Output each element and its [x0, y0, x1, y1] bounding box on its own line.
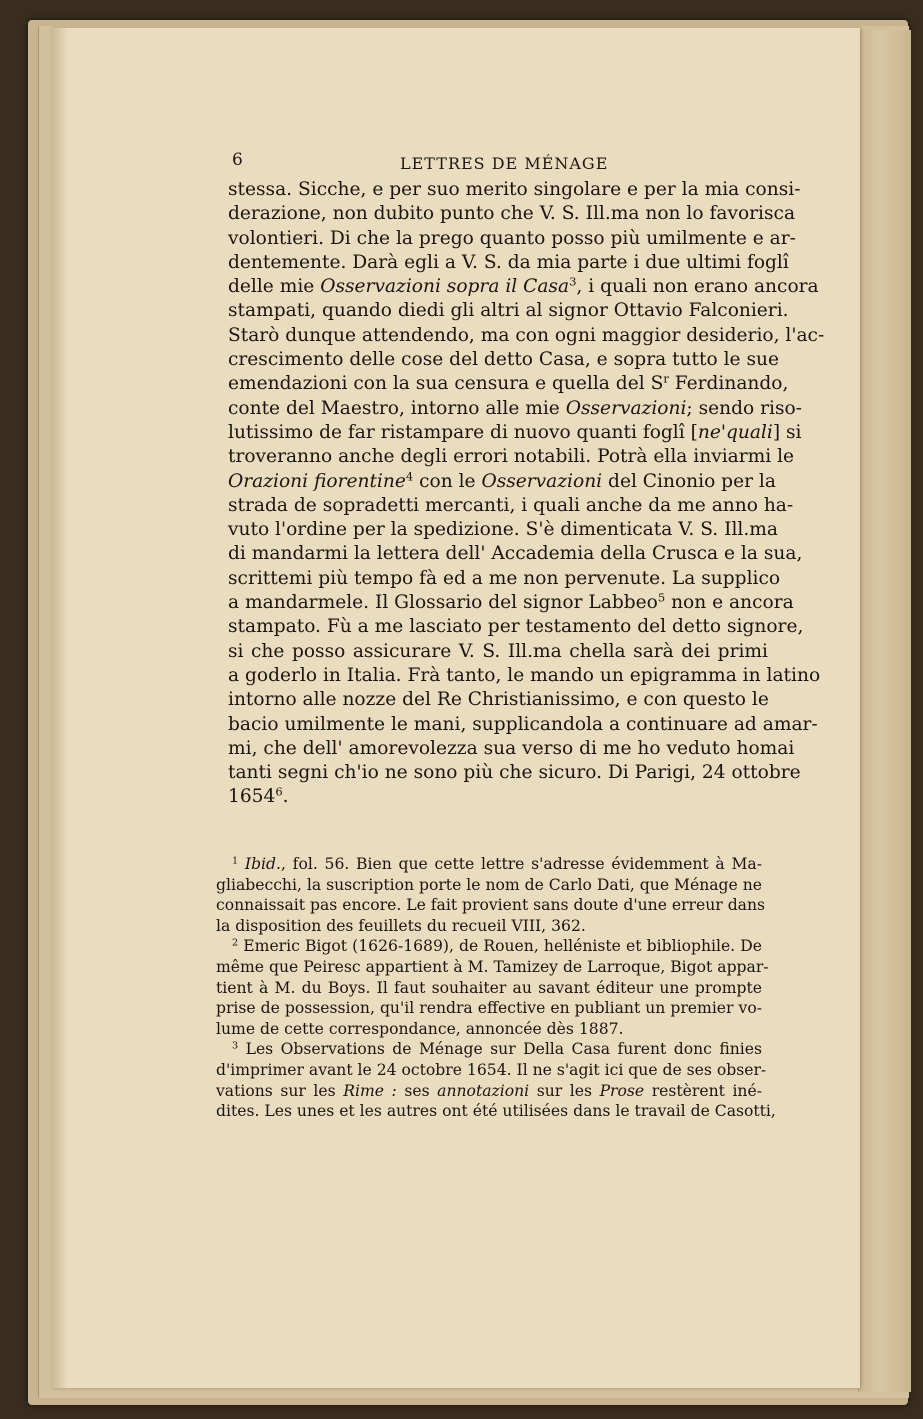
italic-text: Prose: [599, 1081, 645, 1100]
page-number: 6: [232, 150, 244, 170]
footnote-marker: 2: [232, 938, 239, 950]
footnote-line: d'imprimer avant le 24 octobre 1654. Il ne s'agit ici que de ses obser-: [216, 1060, 767, 1079]
footnote-line: prise de possession, qu'il rendra effective en publiant un premier vo-: [216, 999, 762, 1018]
body-line: delle mie Osservazioni sopra il Casa$^3$, i quali non erano ancora: [228, 274, 819, 298]
footnote-marker: 3: [232, 1041, 239, 1053]
footnote-marker: 1: [232, 855, 239, 867]
body-line: conte del Maestro, intorno alle mie Osservazioni; sendo riso-: [228, 397, 802, 419]
italic-text: Ibid.: [244, 855, 281, 873]
italic-text: Osservazioni: [565, 397, 687, 419]
body-line: Orazioni fiorentine$^4$ con le Osservazioni del Cinonio per la: [228, 469, 776, 492]
body-line: troveranno anche degli errori notabili. Potrà ella inviarmi le: [228, 446, 795, 468]
footnote-line: gliabecchi, la suscription porte le nom de Carlo Dati, que Ménage ne: [216, 875, 762, 894]
footnote-line: connaissait pas encore. Le fait provient sans doute d'une erreur dans: [216, 896, 766, 915]
footnote-line: même que Peiresc appartient à M. Tamizey de Larroque, Bigot appar-: [216, 957, 769, 976]
footnote-line: la disposition des feuillets du recueil VIII, 362.: [216, 916, 586, 935]
body-line: derazione, non dubito punto che V. S. Ill.ma non lo favorisca: [228, 203, 796, 225]
footnote-line: tient à M. du Boys. Il faut souhaiter au savant éditeur une prompte: [216, 978, 762, 997]
body-line: volontieri. Di che la prego quanto posso più umilmente e ar-: [228, 227, 796, 249]
body-line: intorno alle nozze del Re Christianissimo, e con questo le: [228, 689, 769, 711]
italic-text: Osservazioni sopra il Casa: [320, 276, 570, 298]
footnote-line: $^2$ Emeric Bigot (1626-1689), de Rouen, helléniste et bibliophile. De: [232, 937, 762, 956]
body-line: a goderlo in Italia. Frà tanto, le mando un epigramma in latino: [228, 664, 821, 686]
footnote-marker: r: [663, 372, 669, 387]
body-line: crescimento delle cose del detto Casa, e sopra tutto le sue: [228, 349, 779, 371]
footnote-marker: 5: [657, 590, 666, 605]
italic-text: annotazioni: [437, 1081, 530, 1100]
body-line: stampato. Fù a me lasciato per testamento del detto signore,: [228, 616, 804, 638]
body-line: tanti segni ch'io ne sono più che sicuro. Di Parigi, 24 ottobre: [228, 762, 801, 784]
footnote-line: lume de cette correspondance, annoncée dès 1887.: [216, 1019, 624, 1038]
body-line: lutissimo de far ristampare di nuovo quanti foglî [ne'quali: [228, 421, 773, 443]
footnote-marker: 3: [569, 274, 577, 289]
body-line: di mandarmi la lettera dell' Accademia della Crusca e la sua,: [228, 543, 803, 565]
footnote-line: $^3$ Les Observations de Ménage sur Della Casa furent donc finies: [232, 1040, 762, 1059]
running-head: [232, 150, 772, 176]
body-line: strada de sopradetti mercanti, i quali anche da me anno ha-: [228, 494, 794, 516]
body-line: mi, che dell' amorevolezza sua verso di me ho veduto homai: [228, 737, 795, 759]
italic-text: ne'quali: [697, 421, 773, 443]
body-line: stessa. Sicche, e per suo merito singolare e per la mia consi-: [228, 179, 801, 200]
body-line: bacio umilmente le mani, supplicandola a continuare ad amar-: [228, 713, 818, 735]
footnote-line: $^1$ Ibid., fol. 56. Bien que cette lettre s'adresse évidemment à Ma-: [232, 855, 762, 873]
body-line: Starò dunque attendendo, ma con ogni maggior desiderio, l'ac-: [228, 324, 825, 346]
italic-text: Osservazioni: [481, 470, 603, 492]
footnotes: [216, 854, 776, 1122]
italic-text: Orazioni fiorentine: [228, 470, 406, 492]
body-line: vuto l'ordine per la spedizione. S'è dimenticata V. S. Ill.ma: [228, 519, 778, 541]
body-line: a mandarmele. Il Glossario del signor Labbeo$^5$ non e ancora: [228, 590, 794, 614]
body-line: scrittemi più tempo fà ed a me non pervenute. La supplico: [228, 567, 781, 589]
letter-body-text: [228, 178, 825, 810]
footnote-marker: 4: [405, 469, 414, 484]
facing-page-edge: [858, 30, 911, 1392]
body-line: si che posso assicurare V. S. Ill.ma chella sarà dei primi: [228, 640, 768, 662]
italic-text: Rime :: [343, 1081, 397, 1100]
running-title: LETTRES DE MÉNAGE: [400, 154, 609, 173]
body-line: emendazioni con la sua censura e quella del $S^r$ Ferdinando,: [228, 372, 789, 395]
footnote-line: vations sur les Rime : ses annotazioni sur les Prose restèrent iné-: [216, 1081, 762, 1100]
body-line: 1654$^6$.: [228, 785, 289, 808]
body-line: dentemente. Darà egli a V. S. da mia parte i due ultimi foglî: [228, 251, 789, 273]
footnote-marker: 6: [275, 785, 283, 800]
body-line: stampati, quando diedi gli altri al signor Ottavio Falconieri.: [228, 300, 789, 322]
footnote-line: dites. Les unes et les autres ont été utilisées dans le travail de Casotti,: [216, 1102, 776, 1121]
page-gutter-shadow: [52, 28, 68, 1388]
